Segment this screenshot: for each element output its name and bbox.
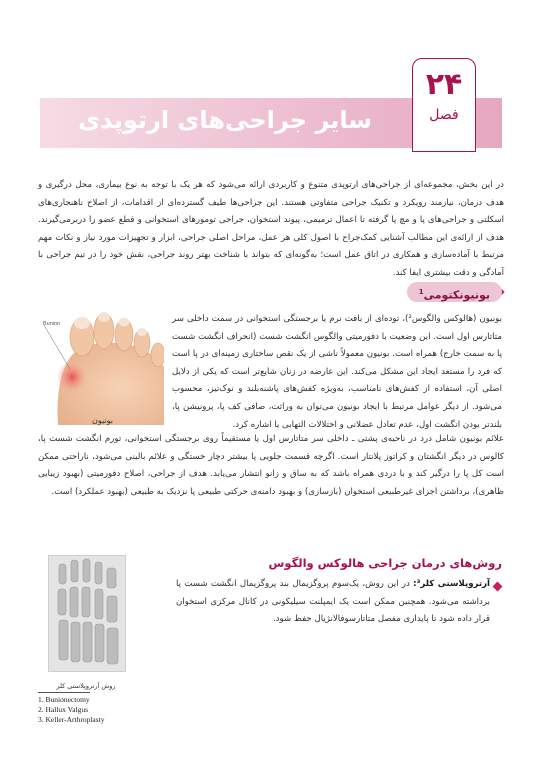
bunion-image-caption: بونیون <box>92 416 114 425</box>
footnote-item: 1. Bunionectomy <box>38 695 90 704</box>
bullet-diamond-icon <box>493 582 503 592</box>
footnotes <box>38 695 105 725</box>
keller-paragraph <box>176 576 490 629</box>
footnote-item: 3. Keller-Arthroplasty <box>38 715 105 724</box>
bunion-label: Bunion <box>43 321 61 327</box>
keller-term: آرتروپلاستی کلر³: <box>413 579 490 589</box>
keller-text: در این روش، یک‌سوم پروگزیمال بند پروگزیمال انگشت شست پا برداشته می‌شود. همچنین ممکن است یک ایمپلنت سیلیکونی در کانال مرکزی استخوان قرار داده شود تا پایداری مفصل متاتارسوفالانژیال حفظ شود. <box>176 579 490 625</box>
chapter-badge <box>412 58 476 152</box>
footnote-item: 2. Hallux Valgus <box>38 705 89 714</box>
footnote-divider <box>38 692 90 693</box>
keller-xray-image <box>48 555 126 672</box>
bunion-paragraph-continued: علائم بونیون شامل درد در ناحیه‌ی پشتی ـ داخلی سر متاتارس اول یا مستقیماً روی برجستگی استخوانی، تورم انگشت شست پا، کالوس در دیگر انگشتان و کراتوز پلانتار است. اگرچه قسمت جلویی پا بیشتر دچار خستگی و علائم بالینی می‌شود، ناراحتی ممکن است کل پا را درگیر کند و با دردی همراه باشد که به ساق و زانو انتشار می‌یابد. هدف از جراحی، اصلاح دفورمیتی (بهبود زیبایی ظاهری)، برداشتن اجزای غیرطبیعی استخوان (بازسازی) و بهبود دامنه‌ی حرکتی طبیعی پا نزدیک به طبیعی (بهبود عملکرد) است. <box>38 434 504 497</box>
bunion-paragraph: بونیون (هالوکس والگوس²)، توده‌ای از بافت نرم یا برجستگی استخوانی در سمت داخلی سر متاتارس اول است. این وضعیت با دفورمیتی والگوس انگشت شست (انحراف انگشت شست پا به سمت خارج) همراه است. بونیون معمولاً ناشی از یک نقص ساختاری زمینه‌ای در پا است که فرد را مستعد ایجاد این مشکل می‌کند. این عارضه در زنان شایع‌تر است که یکی از دلایل اصلی آن، استفاده از کفش‌های نامناسب، به‌ویژه کفش‌های پاشنه‌بلند و نوک‌تیز، محسوب می‌شود. از دیگر عوامل مرتبط با ایجاد بونیون می‌توان به وراثت، صافی کف پا، پرونیشن پا، بلندتر بودن انگشت اول، عدم تعادل عضلانی و اختلالات التهابی یا اشاره کرد. <box>172 314 502 430</box>
chapter-title: سایر جراحی‌های ارتوپدی <box>78 106 372 134</box>
footnote-ref: 1 <box>418 288 424 296</box>
chapter-number: ۲۴ <box>425 67 463 102</box>
section-heading-text: بونیونکتومی <box>423 288 490 302</box>
section-heading-bunionectomy <box>407 282 502 302</box>
bunion-foot-illustration <box>42 307 164 425</box>
chapter-label: فصل <box>429 107 459 123</box>
intro-paragraph: در این بخش، مجموعه‌ای از جراحی‌های ارتوپدی متنوع و کاربردی ارائه می‌شود که هر یک با توجه به نوع بیماری، محل درگیری و هدف درمان، نیازمند رویکرد و تکنیک جراحی متفاوتی هستند. این جراحی‌ها طیف گسترده‌ای از اقدامات، از اصلاح ناهنجاری‌های اسکلتی و جراحی‌های پا و مچ پا گرفته تا اعمال ترمیمی، پیوند استخوان، جراحی تومورهای استخوانی و قطع عضو را دربرمی‌گیرند. هدف از ارائه‌ی این مطالب آشنایی کمک‌جراح با اصول کلی هر عمل، مراحل اصلی جراحی، ابزار و تجهیزات مورد نیاز و نکات مهم مرتبط با آماده‌سازی و همکاری در اتاق عمل است؛ به‌گونه‌ای که بتواند با شناخت بهتر روند جراحی، نقش خود را در تیم جراحی با آمادگی و دقت بیشتری ایفا کند. <box>38 180 504 278</box>
section-heading-hallux-methods: روش‌های درمان جراحی هالوکس والگوس <box>268 556 502 570</box>
keller-image-caption: روش آرتروپلاستی کلر <box>56 682 116 690</box>
